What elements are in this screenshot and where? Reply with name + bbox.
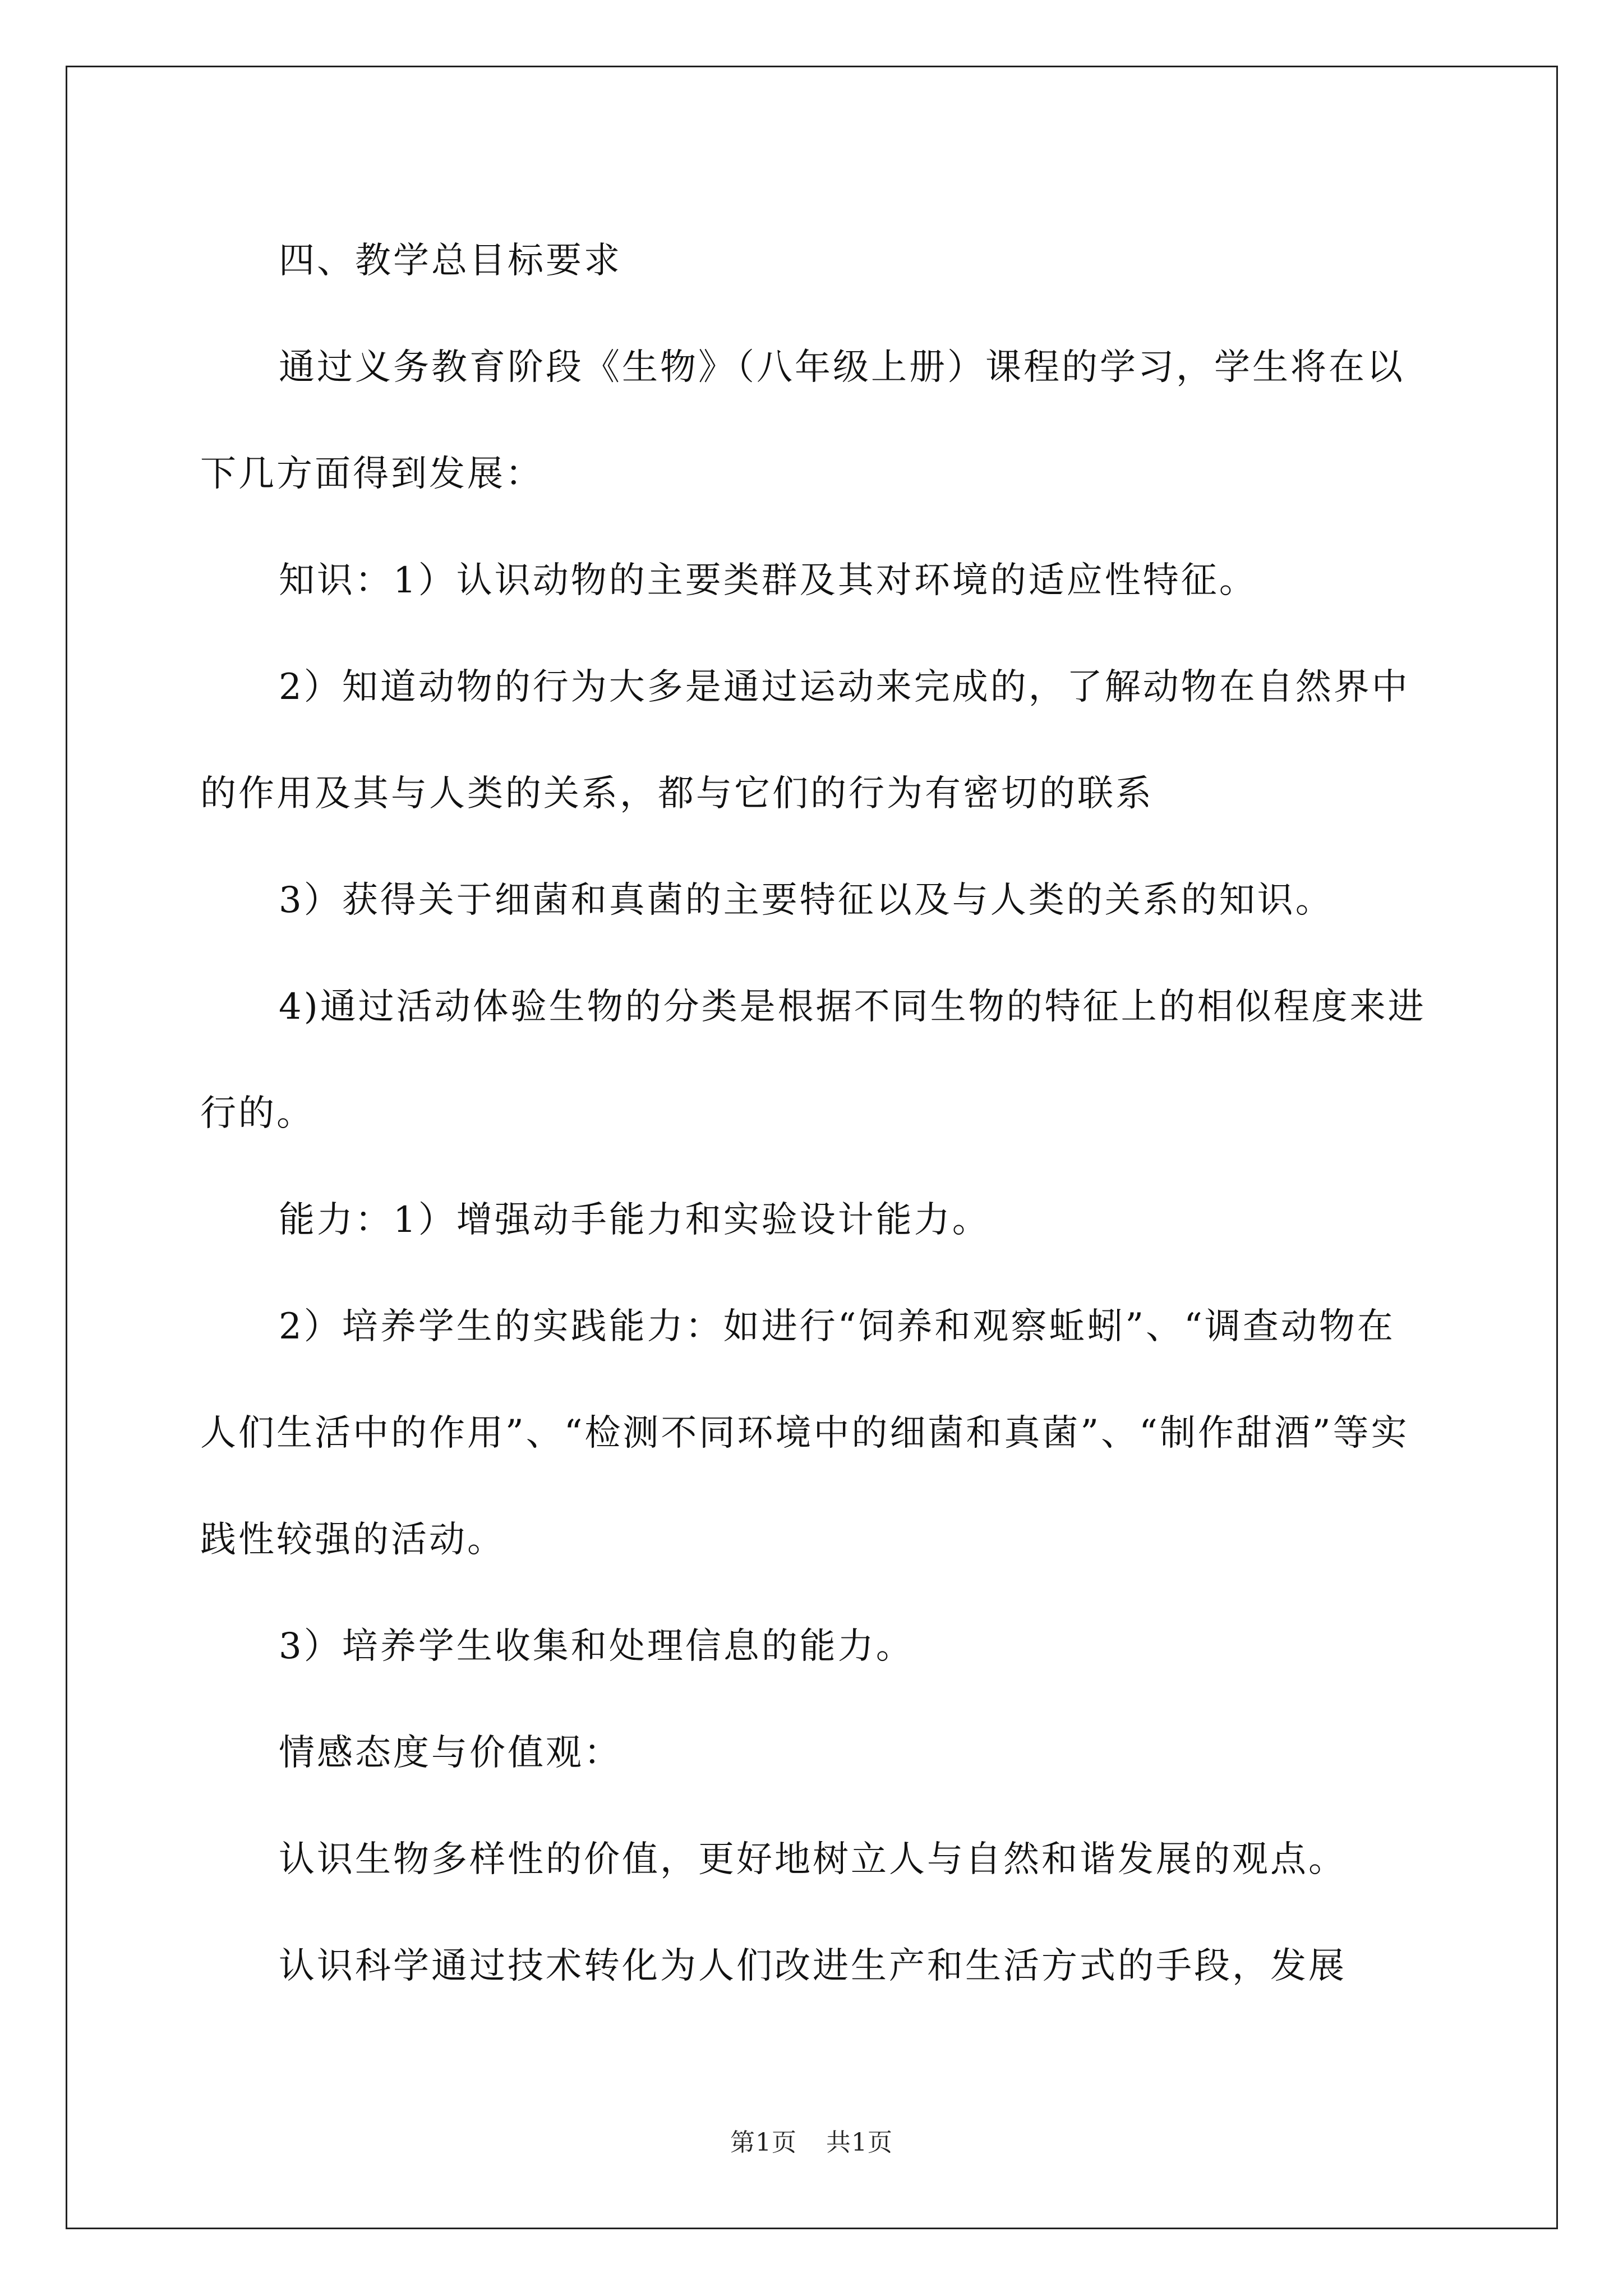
ability-item-1: 能力：1）增强动手能力和实验设计能力。 <box>279 1199 990 1241</box>
document-body <box>200 208 1427 2019</box>
page-footer <box>0 2126 1623 2160</box>
page-count: 共1页 <box>826 2128 893 2157</box>
knowledge-item-3: 3）获得关于细菌和真菌的主要特征以及与人类的关系的知识。 <box>279 880 1334 921</box>
knowledge-item-1: 知识：1）认识动物的主要类群及其对环境的适应性特征。 <box>279 560 1257 601</box>
section-heading: 四、教学总目标要求 <box>279 240 622 282</box>
knowledge-item-2: 2）知道动物的行为大多是通过运动来完成的，了解动物在自然界中的作用及其与人类的关系，都与它们的行为有密切的联系 <box>200 666 1410 815</box>
values-item-2: 认识科学通过技术转化为人们改进生产和生活方式的手段，发展 <box>279 1945 1347 1987</box>
ability-item-3: 3）培养学生收集和处理信息的能力。 <box>279 1626 914 1667</box>
values-heading: 情感态度与价值观： <box>279 1732 622 1774</box>
ability-item-2: 2）培养学生的实践能力：如进行“饲养和观察蚯蚓”、“调查动物在人们生活中的作用”、“检测不同环境中的细菌和真菌”、“制作甜酒”等实践性较强的活动。 <box>200 1306 1409 1561</box>
page-number: 第1页 <box>730 2128 797 2157</box>
values-item-1: 认识生物多样性的价值，更好地树立人与自然和谐发展的观点。 <box>279 1839 1347 1880</box>
knowledge-item-4: 4)通过活动体验生物的分类是根据不同生物的特征上的相似程度来进行的。 <box>200 986 1426 1134</box>
intro-paragraph: 通过义务教育阶段《生物》（八年级上册）课程的学习，学生将在以下几方面得到发展： <box>200 347 1405 495</box>
